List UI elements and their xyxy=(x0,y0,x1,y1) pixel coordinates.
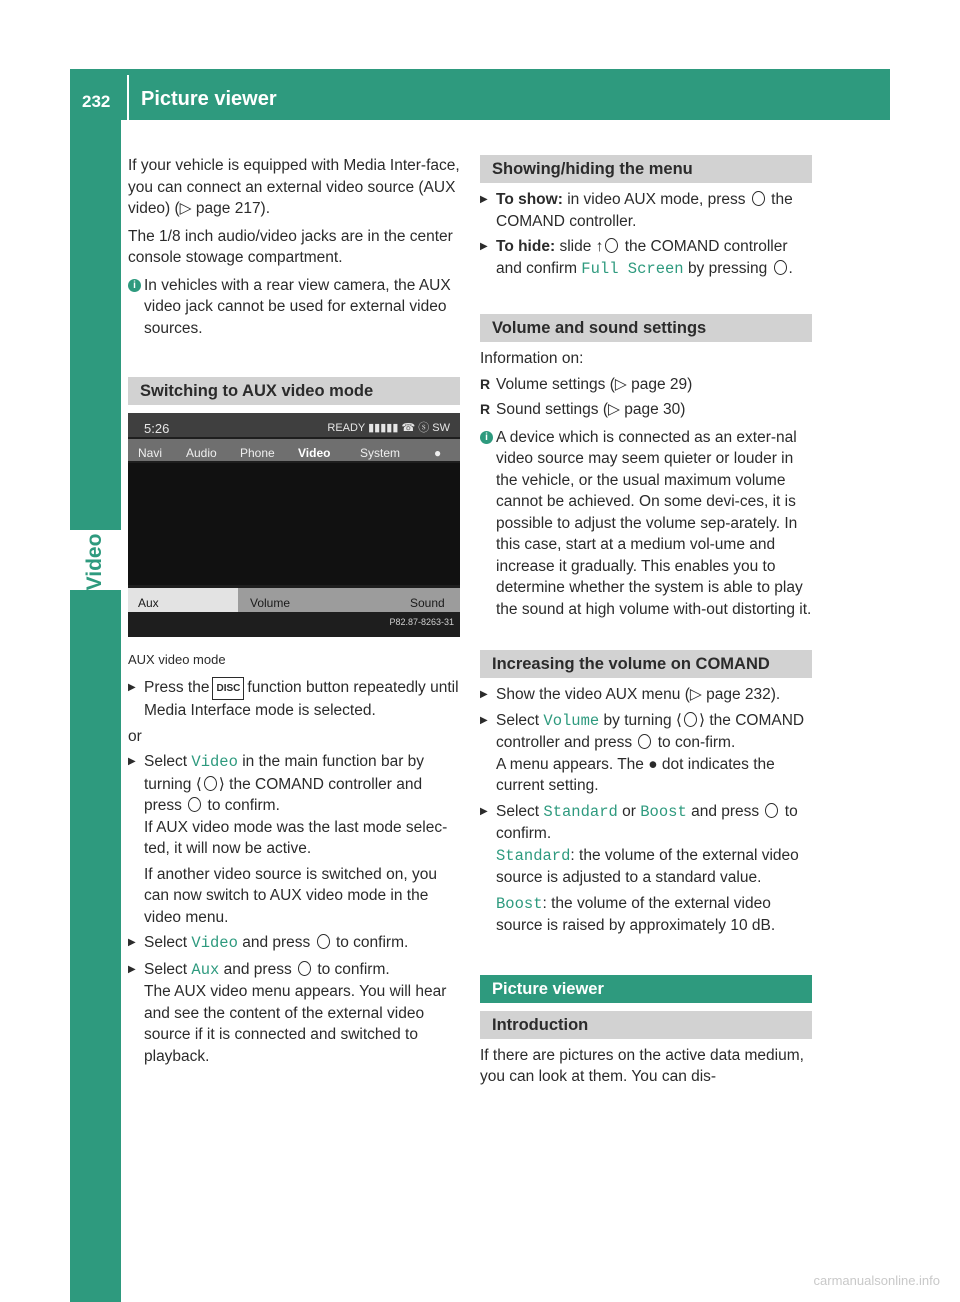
step-select-volume: ▶ Select Volume by turning ⟨ ⟩ the COMAND controller and press to con-firm. A menu appears. The ● dot indicates the current setting. xyxy=(480,710,812,797)
controller-turn-icon: ⟨ ⟩ xyxy=(195,775,225,793)
info-icon: i xyxy=(128,279,141,292)
side-tab-block xyxy=(70,590,121,1302)
jack-paragraph: The 1/8 inch audio/video jacks are in the center console stowage compartment. xyxy=(128,227,453,266)
controller-press-icon xyxy=(638,734,651,749)
controller-slide-icon: ↑ xyxy=(596,238,621,255)
section-heading-menu: Showing/hiding the menu xyxy=(480,155,812,183)
section-heading-picture-viewer: Picture viewer xyxy=(480,975,812,1003)
info-note-volume: i A device which is connected as an exter-nal video source may seem quieter or louder in the vehicle, or the usual maximum volume cannot be achieved. On some devi-ces, it is possible to adjust the volume sep-arately. In this case, start at a medium vol-ume and increase it gradually. This enables you to determine whether the system is able to play the sound at high volume with-out distorting it. xyxy=(480,427,812,621)
controller-press-icon xyxy=(298,961,311,976)
step-select-video-confirm: ▶ Select Video and press to confirm. xyxy=(128,932,460,955)
step-select-standard-boost: ▶ Select Standard or Boost and press to confirm. Standard: the volume of the external video source is adjusted to a standard value. Boost: the volume of the external video source is raised by approximately 10 dB. xyxy=(480,801,812,937)
side-tab-label: Video xyxy=(83,533,106,591)
controller-press-icon xyxy=(188,797,201,812)
left-column xyxy=(128,155,460,1071)
screen-menu-bar xyxy=(128,439,460,461)
controller-press-icon xyxy=(752,191,765,206)
figure-code: P82.87-8263-31 xyxy=(389,616,454,627)
introduction-paragraph: If there are pictures on the active data medium, you can look at them. You can dis- xyxy=(480,1046,804,1085)
intro-paragraph: If your vehicle is equipped with Media Inter-face, you can connect an external video source (AUX video) (▷ page 217). xyxy=(128,157,460,217)
step-show-aux-menu: ▶ Show the video AUX menu (▷ page 232). xyxy=(480,684,812,706)
right-column xyxy=(480,155,812,1094)
info-note: i In vehicles with a rear view camera, the AUX video jack cannot be used for external video sources. xyxy=(128,275,460,340)
screen-menu-audio: Audio xyxy=(186,446,217,460)
or-text: or xyxy=(128,727,142,745)
screen-bottom-bar xyxy=(128,588,460,612)
screen-menu-navi: Navi xyxy=(138,446,163,460)
controller-turn-icon: ⟨ ⟩ xyxy=(675,711,706,729)
controller-press-icon xyxy=(774,260,787,275)
step-press-disc: ▶ Press the DISC function button repeatedly until Media Interface mode is selected. xyxy=(128,677,460,722)
info-icon: i xyxy=(480,431,493,444)
screen-status: READY ▮▮▮▮▮ ☎ ⓢ SW xyxy=(327,422,450,434)
disc-button-icon: DISC xyxy=(212,677,244,701)
step-show-menu: ▶ To show: in video AUX mode, press the COMAND controller. xyxy=(480,189,812,232)
screen-settings-icon: ● xyxy=(434,446,442,460)
controller-press-icon xyxy=(317,934,330,949)
side-tab-bar xyxy=(70,120,121,530)
section-heading-aux-mode: Switching to AUX video mode xyxy=(128,377,460,405)
watermark: carmanualsonline.info xyxy=(813,1273,940,1288)
screen-menu-video: Video xyxy=(298,446,331,460)
info-on-text: Information on: xyxy=(480,350,584,367)
section-heading-increase-volume: Increasing the volume on COMAND xyxy=(480,650,812,678)
screen-tab-volume: Volume xyxy=(250,596,291,610)
screen-tab-aux: Aux xyxy=(138,596,159,610)
header-divider xyxy=(127,75,129,120)
figure-caption: AUX video mode xyxy=(128,652,226,667)
page-title: Picture viewer xyxy=(141,88,277,110)
step-select-video: ▶ Select Video in the main function bar by turning ⟨ ⟩ the COMAND controller and press to confirm. If AUX video mode was the last mode selec-ted, it will now be active. If another video source is switched on, you can now switch to AUX video mode in the video menu. xyxy=(128,751,460,928)
screen-time: 5:26 xyxy=(144,421,170,436)
section-heading-introduction: Introduction xyxy=(480,1011,812,1039)
screen-menu-system: System xyxy=(360,446,401,460)
aux-screenshot xyxy=(128,413,460,637)
step-hide-menu: ▶ To hide: slide ↑ the COMAND controller and confirm Full Screen by pressing . xyxy=(480,236,812,280)
controller-press-icon xyxy=(765,803,778,818)
page-number: 232 xyxy=(82,92,111,111)
screen-menu-phone: Phone xyxy=(240,446,275,460)
bullet-volume-settings: R Volume settings (▷ page 29) xyxy=(480,374,812,396)
bullet-sound-settings: R Sound settings (▷ page 30) xyxy=(480,399,812,421)
screen-video-area xyxy=(128,463,460,585)
screen-tab-sound: Sound xyxy=(410,596,445,610)
section-heading-volume-sound: Volume and sound settings xyxy=(480,314,812,342)
step-select-aux: ▶ Select Aux and press to confirm. The AUX video menu appears. You will hear and see the content of the external video source if it is connected and switched to playback. xyxy=(128,959,460,1068)
